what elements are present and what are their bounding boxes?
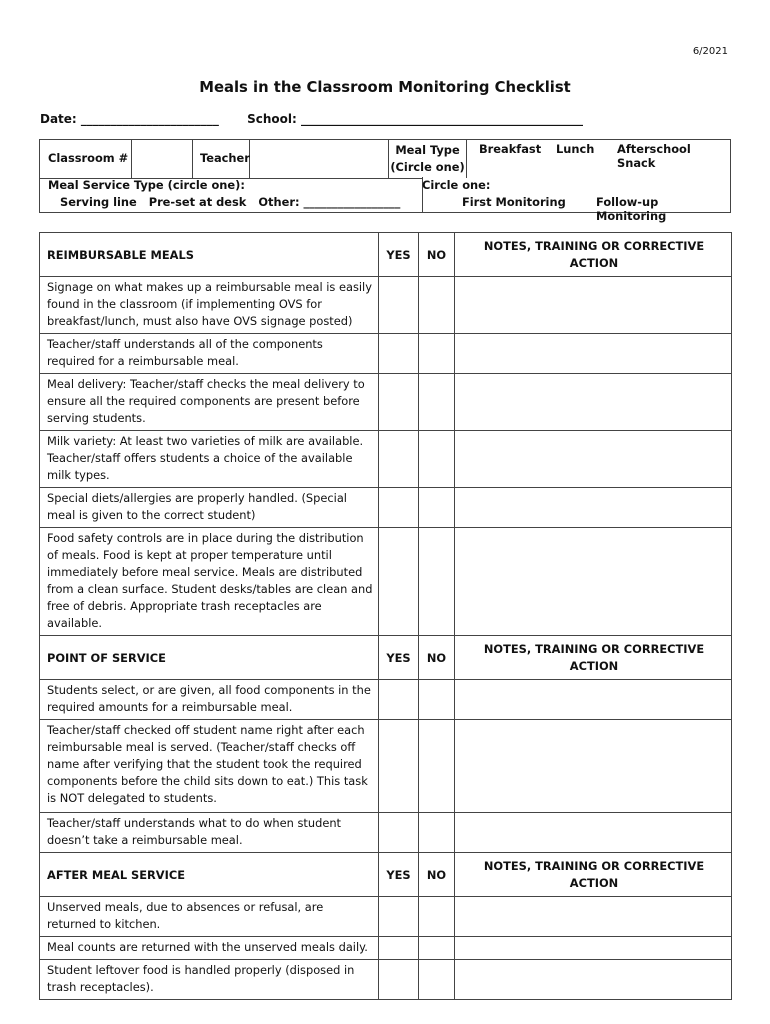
- checklist-item-text: Students select, or are given, all food components in the required amounts for a reimbursable meal.: [40, 680, 379, 720]
- no-column-header: NO: [419, 233, 455, 277]
- checklist-row: [40, 431, 732, 488]
- no-checkbox-cell[interactable]: [419, 277, 455, 334]
- yes-column-header: YES: [379, 853, 419, 897]
- notes-cell[interactable]: [455, 277, 732, 334]
- notes-cell[interactable]: [455, 431, 732, 488]
- no-column-header: NO: [419, 853, 455, 897]
- no-checkbox-cell[interactable]: [419, 528, 455, 636]
- checklist-item-text: Student leftover food is handled properly (disposed in trash receptacles).: [40, 960, 379, 1000]
- no-checkbox-cell[interactable]: [419, 720, 455, 813]
- section-heading: POINT OF SERVICE: [40, 636, 379, 680]
- classroom-number-label: Classroom #: [48, 151, 129, 165]
- checklist-item-text: Signage on what makes up a reimbursable meal is easily found in the classroom (if implementing OVS for breakfast/lunch, must also have OVS signage posted): [40, 277, 379, 334]
- checklist-item-text: Special diets/allergies are properly handled. (Special meal is given to the correct student): [40, 488, 379, 528]
- no-checkbox-cell[interactable]: [419, 431, 455, 488]
- no-checkbox-cell[interactable]: [419, 488, 455, 528]
- no-checkbox-cell[interactable]: [419, 937, 455, 960]
- no-checkbox-cell[interactable]: [419, 680, 455, 720]
- classroom-info-box: [39, 139, 731, 223]
- notes-cell[interactable]: [455, 334, 732, 374]
- checklist-item-text: Unserved meals, due to absences or refusal, are returned to kitchen.: [40, 897, 379, 937]
- checklist-item-text: Food safety controls are in place during the distribution of meals. Food is kept at proper temperature until immediately before meal service. Meals are distributed from a clean surface. Student desks/tables are clean and free of debris. Appropriate trash receptacles are available.: [40, 528, 379, 636]
- checklist-row: [40, 960, 732, 1000]
- yes-column-header: YES: [379, 233, 419, 277]
- checklist-row: [40, 528, 732, 636]
- no-checkbox-cell[interactable]: [419, 813, 455, 853]
- no-column-header: NO: [419, 636, 455, 680]
- date-field-label[interactable]: Date: _______________________: [40, 112, 219, 126]
- checklist-item-text: Teacher/staff checked off student name right after each reimbursable meal is served. (Teacher/staff checks off name after verifying that the student took the required components before the child sits down to eat.) This task is NOT delegated to students.: [40, 720, 379, 813]
- yes-checkbox-cell[interactable]: [379, 431, 419, 488]
- first-monitoring-option[interactable]: First Monitoring: [462, 195, 566, 209]
- checklist-row: [40, 813, 732, 853]
- checklist-item-text: Teacher/staff understands what to do when student doesn’t take a reimbursable meal.: [40, 813, 379, 853]
- yes-checkbox-cell[interactable]: [379, 528, 419, 636]
- yes-checkbox-cell[interactable]: [379, 897, 419, 937]
- meal-type-label: Meal Type (Circle one): [390, 143, 465, 174]
- yes-checkbox-cell[interactable]: [379, 813, 419, 853]
- yes-checkbox-cell[interactable]: [379, 720, 419, 813]
- circle-one-label: Circle one:: [422, 178, 491, 192]
- notes-cell[interactable]: [455, 720, 732, 813]
- checklist-item-text: Meal delivery: Teacher/staff checks the meal delivery to ensure all the required components are present before serving students.: [40, 374, 379, 431]
- notes-column-header: NOTES, TRAINING OR CORRECTIVE ACTION: [455, 233, 732, 277]
- no-checkbox-cell[interactable]: [419, 334, 455, 374]
- notes-cell[interactable]: [455, 374, 732, 431]
- checklist-row: [40, 720, 732, 813]
- checklist-row: [40, 680, 732, 720]
- checklist-item-text: Milk variety: At least two varieties of milk are available. Teacher/staff offers students a choice of the available milk types.: [40, 431, 379, 488]
- checklist-row: [40, 488, 732, 528]
- revision-date: 6/2021: [692, 46, 728, 57]
- yes-checkbox-cell[interactable]: [379, 374, 419, 431]
- notes-cell[interactable]: [455, 937, 732, 960]
- yes-checkbox-cell[interactable]: [379, 334, 419, 374]
- checklist-item-text: Meal counts are returned with the unserved meals daily.: [40, 937, 379, 960]
- service-type-serving-line[interactable]: Serving line: [60, 195, 137, 209]
- teacher-field[interactable]: [250, 140, 388, 177]
- no-checkbox-cell[interactable]: [419, 897, 455, 937]
- section-header-row: [40, 636, 732, 680]
- notes-cell[interactable]: [455, 813, 732, 853]
- section-heading: AFTER MEAL SERVICE: [40, 853, 379, 897]
- yes-checkbox-cell[interactable]: [379, 277, 419, 334]
- school-field-label[interactable]: School: _______________________________________________: [247, 112, 583, 126]
- service-type-label: Meal Service Type (circle one):: [48, 178, 245, 192]
- service-type-preset-desk[interactable]: Pre-set at desk: [148, 195, 247, 209]
- checklist-row: [40, 937, 732, 960]
- checklist-row: [40, 334, 732, 374]
- checklist-item-text: Teacher/staff understands all of the components required for a reimbursable meal.: [40, 334, 379, 374]
- yes-checkbox-cell[interactable]: [379, 960, 419, 1000]
- monitoring-checklist-table: [39, 232, 732, 1000]
- meal-type-lunch[interactable]: Lunch: [556, 142, 595, 156]
- follow-up-monitoring-option[interactable]: Follow-up Monitoring: [596, 195, 667, 223]
- no-checkbox-cell[interactable]: [419, 374, 455, 431]
- section-heading: REIMBURSABLE MEALS: [40, 233, 379, 277]
- no-checkbox-cell[interactable]: [419, 960, 455, 1000]
- service-type-other[interactable]: Other: _________________: [258, 195, 401, 209]
- service-type-options: [60, 195, 400, 209]
- notes-column-header: NOTES, TRAINING OR CORRECTIVE ACTION: [455, 636, 732, 680]
- notes-cell[interactable]: [455, 488, 732, 528]
- date-school-line: [40, 112, 583, 126]
- yes-column-header: YES: [379, 636, 419, 680]
- notes-cell[interactable]: [455, 960, 732, 1000]
- yes-checkbox-cell[interactable]: [379, 488, 419, 528]
- notes-cell[interactable]: [455, 528, 732, 636]
- yes-checkbox-cell[interactable]: [379, 937, 419, 960]
- page-title: Meals in the Classroom Monitoring Checklist: [199, 79, 571, 96]
- notes-column-header: NOTES, TRAINING OR CORRECTIVE ACTION: [455, 853, 732, 897]
- section-header-row: [40, 233, 732, 277]
- checklist-row: [40, 374, 732, 431]
- checklist-row: [40, 277, 732, 334]
- notes-cell[interactable]: [455, 680, 732, 720]
- notes-cell[interactable]: [455, 897, 732, 937]
- section-header-row: [40, 853, 732, 897]
- meal-type-afterschool-snack[interactable]: Afterschool Snack: [617, 142, 691, 170]
- teacher-label: Teacher: [200, 151, 250, 165]
- yes-checkbox-cell[interactable]: [379, 680, 419, 720]
- meal-type-breakfast[interactable]: Breakfast: [479, 142, 542, 156]
- classroom-number-field[interactable]: [132, 140, 192, 177]
- checklist-row: [40, 897, 732, 937]
